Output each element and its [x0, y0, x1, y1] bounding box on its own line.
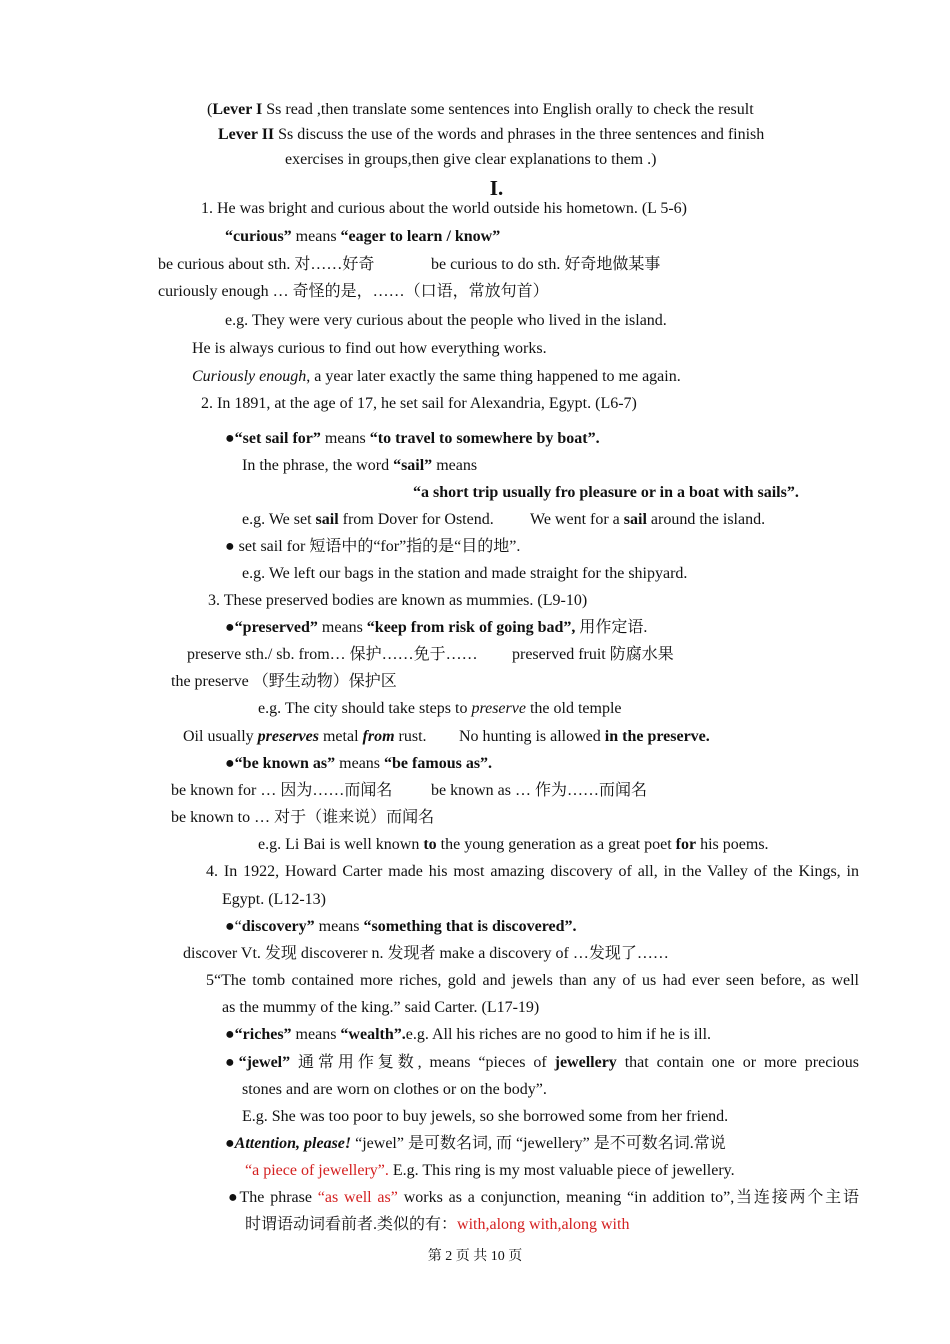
- example-sentence: He is always curious to find out how everything works.: [192, 340, 547, 357]
- text-run: 用作定语.: [575, 619, 648, 636]
- text-run: “be famous as”.: [384, 755, 493, 772]
- text-run: “jewel” 是可数名词, 而 “jewellery” 是不可数名词.常说: [351, 1135, 726, 1152]
- example-sentence: [192, 367, 681, 387]
- text-run: ●: [225, 1135, 235, 1152]
- text-run: Ss discuss the use of the words and phrases in the three sentences and finish: [274, 126, 765, 143]
- text-run: means: [432, 457, 478, 474]
- text-run: “sail”: [393, 457, 433, 474]
- text-run: Attention, please!: [234, 1135, 352, 1152]
- text-run: ●: [225, 430, 235, 447]
- phrase-curiously-enough: curiously enough … 奇怪的是，……（口语，常放句首）: [158, 283, 549, 300]
- text-run: “as well as”: [317, 1189, 398, 1206]
- text-run: Lever II: [218, 126, 275, 143]
- riches-meaning: [225, 1025, 711, 1045]
- text-run: Curiously enough: [192, 368, 307, 385]
- jewel-meaning-cont: stones and are worn on clothes or on the body”.: [242, 1081, 547, 1098]
- sentence-4-title: 4. In 1922, Howard Carter made his most amazing discovery of all, in the Valley of the Kings, in: [206, 863, 859, 880]
- text-run: ●: [225, 1026, 235, 1043]
- phrase-curious-to-do: be curious to do sth. 好奇地做某事: [431, 256, 661, 273]
- text-run: in the preserve.: [604, 728, 710, 745]
- text-run: means: [291, 1026, 341, 1043]
- text-run: , a year later exactly the same thing happened to me again.: [306, 368, 681, 385]
- page-number-footer: 第 2 页 共 10 页: [427, 1249, 523, 1264]
- text-run: (: [207, 101, 213, 118]
- text-run: e.g. Li Bai is well known: [258, 836, 424, 853]
- text-run: We went for a: [530, 511, 624, 528]
- curious-meaning: [225, 227, 500, 247]
- phrase-curious-about: be curious about sth. 对……好奇: [158, 256, 375, 273]
- sail-definition: “a short trip usually fro pleasure or in a boat with sails”.: [413, 484, 799, 501]
- sentence-5-title-cont: as the mummy of the king.” said Carter. (L17-19): [222, 999, 540, 1016]
- text-run: the old temple: [525, 700, 622, 717]
- sail-intro: [242, 456, 477, 476]
- text-run: “curious”: [225, 228, 292, 245]
- text-run: “wealth”.: [340, 1026, 406, 1043]
- text-run: with,along with,along with: [457, 1216, 630, 1233]
- example-sentence: [258, 699, 621, 719]
- text-run: e.g. The city should take steps to: [258, 700, 472, 717]
- text-run: e.g. All his riches are no good to him if he is ill.: [405, 1026, 712, 1043]
- text-run: ●: [225, 1054, 239, 1071]
- section-heading: I.: [489, 176, 504, 200]
- example-sentence: e.g. We left our bags in the station and made straight for the shipyard.: [242, 565, 688, 582]
- set-sail-note: ● set sail for 短语中的“for”指的是“目的地”.: [225, 538, 521, 555]
- text-run: “be known as”: [234, 755, 336, 772]
- text-run: “keep from risk of going bad”,: [366, 619, 576, 636]
- set-sail-meaning: [225, 429, 600, 449]
- as-well-as-note-cont: [245, 1215, 629, 1235]
- text-run: preserves: [257, 728, 319, 745]
- text-run: “jewel”: [238, 1054, 291, 1071]
- text-run: ●The phrase: [228, 1189, 318, 1206]
- discover-words: discover Vt. 发现 discoverer n. 发现者 make a discovery of …发现了……: [183, 945, 669, 962]
- text-run: around the island.: [646, 511, 766, 528]
- example-sentence: [242, 510, 494, 530]
- text-run: the young generation as a great poet: [436, 836, 676, 853]
- preserved-meaning: [225, 618, 647, 638]
- sentence-1-title: 1. He was bright and curious about the world outside his hometown. (L 5-6): [201, 200, 687, 217]
- as-well-as-note: [228, 1188, 859, 1208]
- sentence-4-title-cont: Egypt. (L12-13): [222, 891, 326, 908]
- sentence-3-title: 3. These preserved bodies are known as mummies. (L9-10): [208, 592, 588, 609]
- intro-line-3: [285, 150, 656, 170]
- attention-note: [225, 1134, 726, 1154]
- text-run: “preserved”: [234, 619, 318, 636]
- phrase-preserved-fruit: preserved fruit 防腐水果: [512, 646, 674, 663]
- phrase-known-for: be known for … 因为……而闻名: [171, 782, 393, 799]
- text-run: means: [317, 619, 367, 636]
- text-run: sail: [623, 511, 647, 528]
- text-run: means: [335, 755, 385, 772]
- text-run: that contain one or more precious: [616, 1054, 859, 1071]
- example-sentence: [459, 727, 710, 747]
- text-run: discovery”: [241, 918, 315, 935]
- text-run: for: [675, 836, 697, 853]
- text-run: “riches”: [234, 1026, 292, 1043]
- text-run: sail: [315, 511, 339, 528]
- text-run: 时谓语动词看前者.类似的有：: [245, 1216, 458, 1233]
- text-run: means: [320, 430, 370, 447]
- text-run: to: [423, 836, 437, 853]
- text-run: “a piece of jewellery”.: [245, 1162, 389, 1179]
- example-sentence: [258, 835, 769, 855]
- phrase-preserve-from: preserve sth./ sb. from… 保护……免于……: [187, 646, 478, 663]
- intro-line-1: [207, 100, 754, 120]
- text-run: rust.: [394, 728, 427, 745]
- example-sentence: e.g. They were very curious about the people who lived in the island.: [225, 312, 667, 329]
- text-run: metal: [318, 728, 363, 745]
- sentence-2-title: 2. In 1891, at the age of 17, he set sail for Alexandria, Egypt. (L6-7): [201, 395, 637, 412]
- text-run: jewellery: [554, 1054, 617, 1071]
- text-run: No hunting is allowed: [459, 728, 605, 745]
- phrase-the-preserve: the preserve （野生动物）保护区: [171, 673, 397, 690]
- intro-line-2: [218, 125, 764, 145]
- text-run: exercises in groups,then give clear explanations to them .): [285, 151, 657, 168]
- phrase-known-as: be known as … 作为……而闻名: [431, 782, 647, 799]
- text-run: means: [291, 228, 341, 245]
- text-run: 通常用作复数, means “pieces of: [290, 1054, 555, 1071]
- text-run: his poems.: [696, 836, 769, 853]
- attention-note-cont: [245, 1161, 735, 1181]
- known-as-meaning: [225, 754, 492, 774]
- text-run: preserve: [471, 700, 526, 717]
- text-run: from: [362, 728, 395, 745]
- jewel-meaning: [225, 1053, 859, 1073]
- text-run: “eager to learn / know”: [340, 228, 501, 245]
- text-run: from Dover for Ostend.: [338, 511, 494, 528]
- sentence-5-title: 5“The tomb contained more riches, gold and jewels than any of us had ever seen before, as well: [206, 972, 859, 989]
- example-sentence: [183, 727, 427, 747]
- text-run: ●: [225, 755, 235, 772]
- text-run: In the phrase, the word: [242, 457, 394, 474]
- text-run: Lever I: [212, 101, 263, 118]
- discovery-meaning: [225, 917, 577, 937]
- text-run: “set sail for”: [234, 430, 321, 447]
- text-run: e.g. We set: [242, 511, 316, 528]
- text-run: “to travel to somewhere by boat”.: [369, 430, 600, 447]
- example-sentence: E.g. She was too poor to buy jewels, so she borrowed some from her friend.: [242, 1108, 729, 1125]
- text-run: works as a conjunction, meaning “in addition to”,当连接两个主语: [397, 1189, 860, 1206]
- text-run: Ss read ,then translate some sentences into English orally to check the result: [262, 101, 754, 118]
- text-run: ●: [225, 619, 235, 636]
- example-sentence: [530, 510, 765, 530]
- text-run: “something that is discovered”.: [363, 918, 577, 935]
- text-run: means: [314, 918, 364, 935]
- text-run: E.g. This ring is my most valuable piece of jewellery.: [388, 1162, 735, 1179]
- text-run: Oil usually: [183, 728, 258, 745]
- phrase-known-to: be known to … 对于（谁来说）而闻名: [171, 809, 435, 826]
- text-run: ●“: [225, 918, 242, 935]
